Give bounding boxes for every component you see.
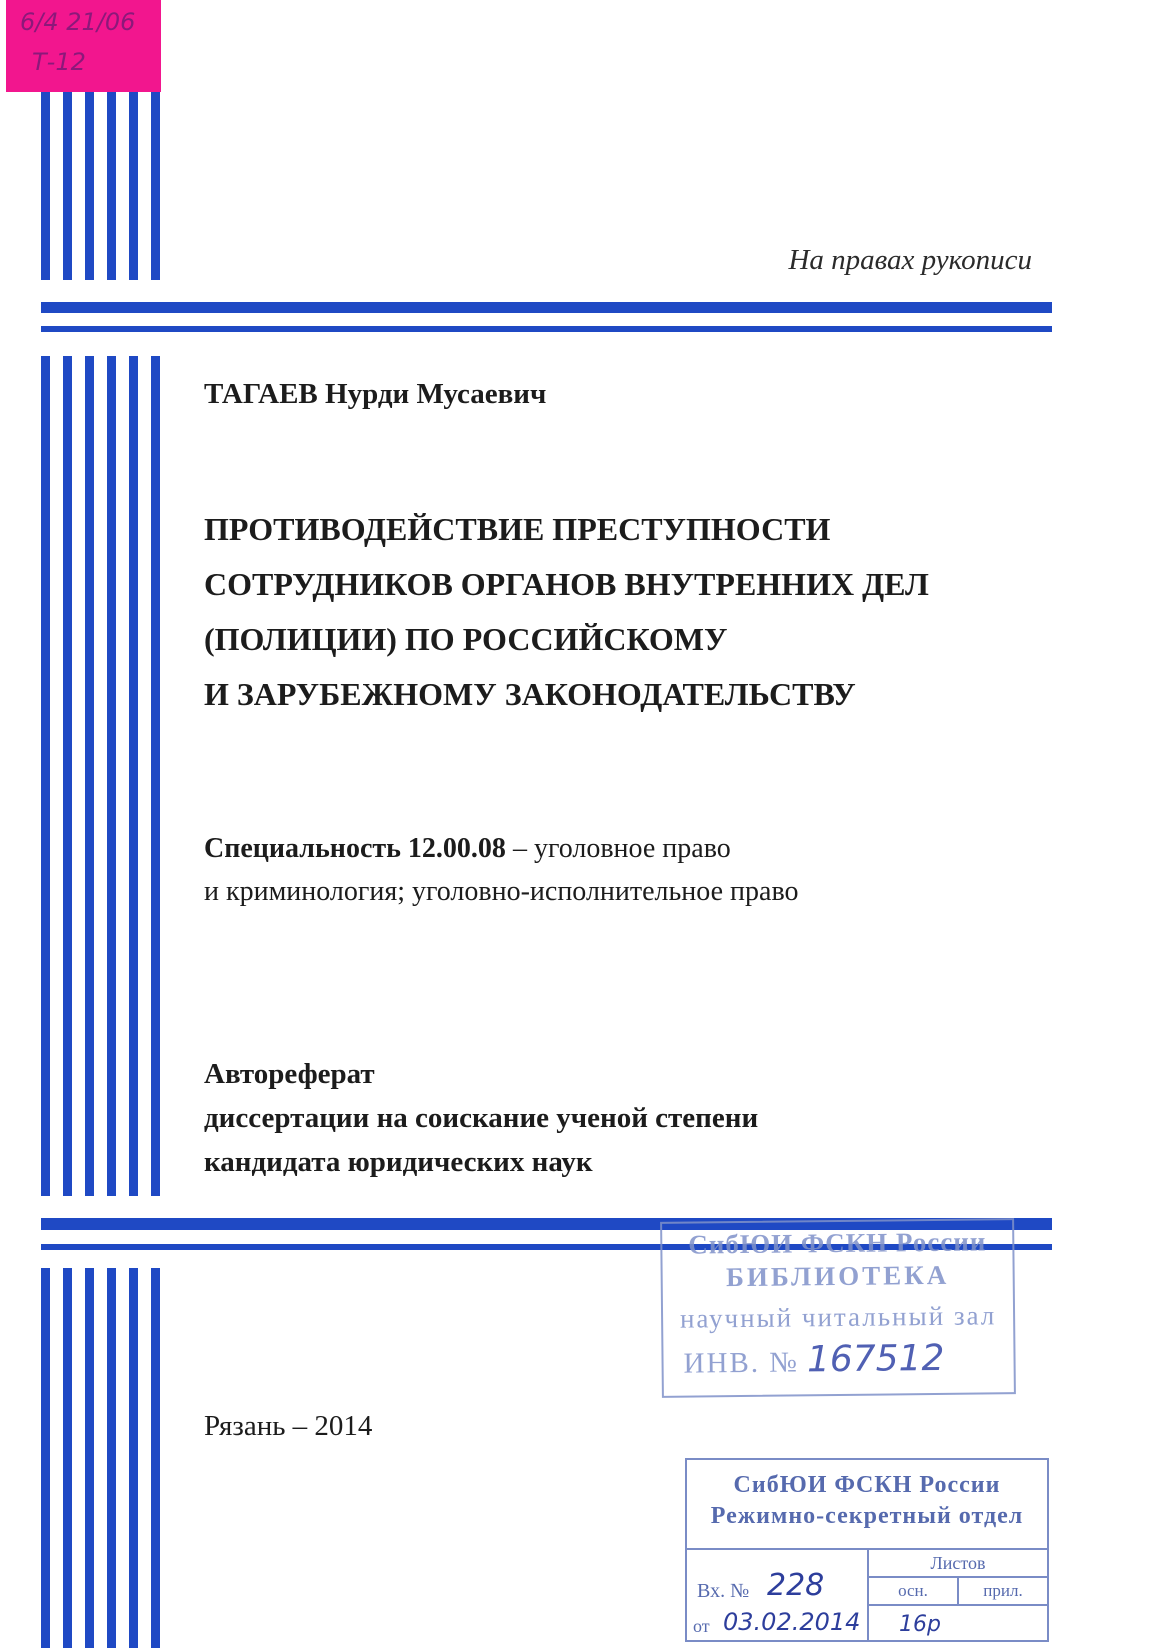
decor-vbar [129, 92, 138, 280]
decor-vbar [107, 356, 116, 1196]
incoming-label: Вх. № [697, 1580, 750, 1602]
decor-vbar [151, 356, 160, 1196]
specialty-code: Специальность 12.00.08 [204, 833, 506, 864]
specialty-name-part1: – уголовное право [505, 833, 731, 864]
decor-vbar [41, 356, 50, 1196]
secret-stamp-line2: Режимно-секретный отдел [710, 1503, 1024, 1529]
decor-vbar [107, 92, 116, 280]
abstract-line: Автореферат [204, 1058, 375, 1090]
decor-vbar [151, 1268, 160, 1648]
library-stamp-line2: БИБЛИОТЕКА [725, 1259, 950, 1293]
decor-vbar [63, 356, 72, 1196]
decor-hbar [41, 302, 1052, 313]
registration-date: 03.02.2014 [723, 1608, 861, 1636]
specialty-block [204, 827, 798, 913]
decor-vbar [41, 1268, 50, 1648]
secret-stamp-line1: СибЮИ ФСКН России [733, 1472, 1001, 1498]
city-year: Рязань – 2014 [204, 1410, 373, 1442]
decor-hbar [41, 326, 1052, 332]
decor-vbar [107, 1268, 116, 1648]
decor-vbar [151, 92, 160, 280]
library-stamp [660, 1218, 1016, 1398]
registration-cell [687, 1550, 869, 1642]
secret-department-stamp [685, 1458, 1049, 1642]
appendix-sheets-label: прил. [959, 1578, 1047, 1606]
decor-vbar [85, 1268, 94, 1648]
sheets-label: Листов [869, 1550, 1047, 1578]
sticker-handwriting-top: 6/4 21/06 [20, 8, 136, 36]
decor-vbar [85, 92, 94, 280]
main-sheets-count: 16р [899, 1612, 941, 1637]
title-line: ПРОТИВОДЕЙСТВИЕ ПРЕСТУПНОСТИ [204, 511, 831, 547]
date-label: от [693, 1616, 710, 1636]
library-stamp-line1: СибЮИ ФСКН России [688, 1226, 987, 1260]
author-name: ТАГАЕВ Нурди Мусаевич [204, 378, 547, 410]
sheets-cell [869, 1550, 1047, 1642]
decor-vbar [63, 92, 72, 280]
decor-vbar [63, 1268, 72, 1648]
decor-vbar [85, 356, 94, 1196]
specialty-name-part2: и криминология; уголовно-исполнительное право [204, 876, 799, 907]
dissertation-title [204, 502, 929, 722]
secret-stamp-grid [687, 1548, 1047, 1642]
decor-vbar [129, 1268, 138, 1648]
decor-vbar [41, 92, 50, 280]
inventory-label: ИНВ. № [683, 1346, 800, 1380]
abstract-block [204, 1052, 758, 1184]
decor-vbar [129, 356, 138, 1196]
title-line: (ПОЛИЦИИ) ПО РОССИЙСКОМУ [204, 621, 728, 657]
library-sticker [6, 0, 161, 92]
sticker-handwriting-bottom: Т-12 [32, 48, 86, 76]
library-stamp-line3: научный читальный зал [679, 1300, 997, 1334]
title-line: И ЗАРУБЕЖНОМУ ЗАКОНОДАТЕЛЬСТВУ [204, 676, 856, 712]
manuscript-rights-note: На правах рукописи [788, 244, 1032, 276]
inventory-number: 167512 [806, 1337, 945, 1381]
incoming-number: 228 [767, 1568, 825, 1603]
abstract-line: диссертации на соискание ученой степени [204, 1102, 759, 1134]
abstract-line: кандидата юридических наук [204, 1146, 593, 1178]
title-line: СОТРУДНИКОВ ОРГАНОВ ВНУТРЕННИХ ДЕЛ [204, 566, 929, 602]
main-sheets-label: осн. [869, 1578, 959, 1606]
library-stamp-inventory [663, 1337, 1013, 1382]
